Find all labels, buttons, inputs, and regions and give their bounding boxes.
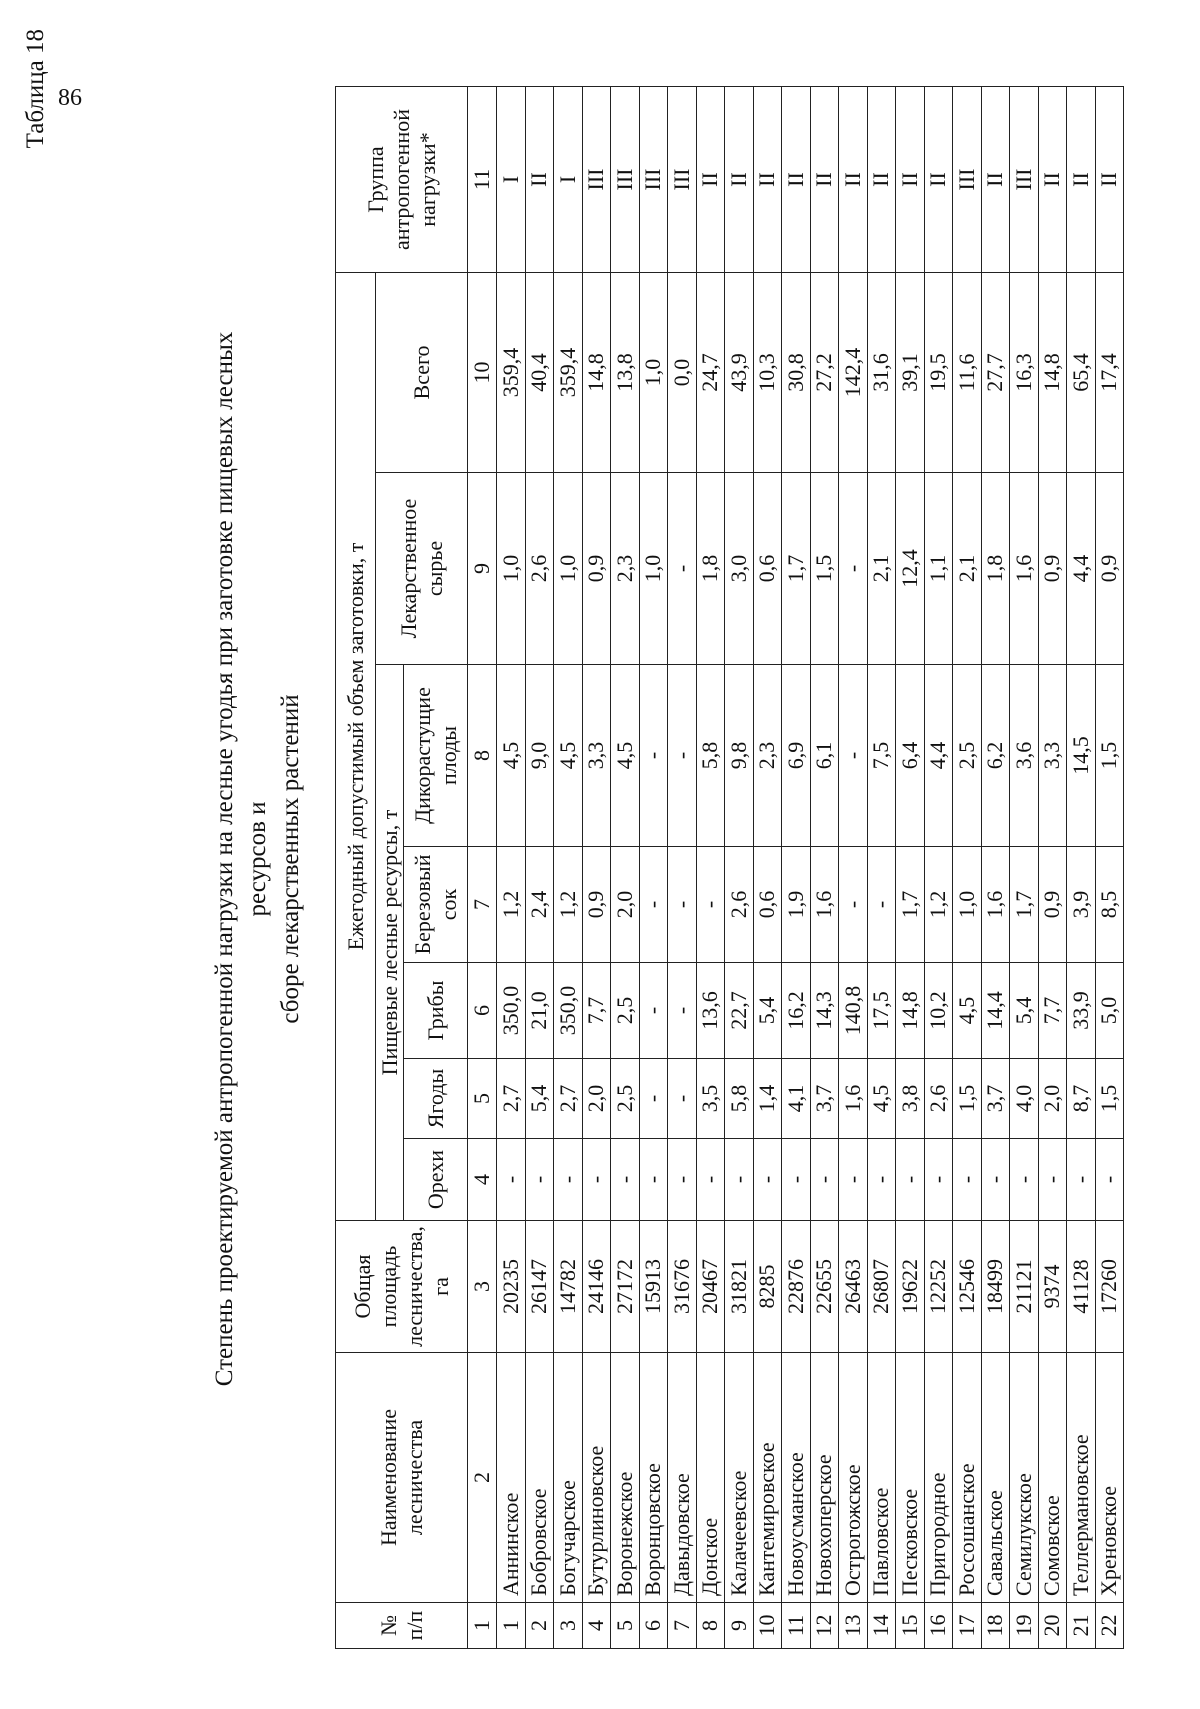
table-row: [554, 87, 583, 1649]
birch-sap-cell: -: [839, 847, 868, 963]
nuts-cell: -: [753, 1139, 782, 1221]
wild-fruits-cell: -: [668, 665, 697, 847]
birch-sap-cell: 3,9: [1067, 847, 1096, 963]
area-cell: 17260: [1095, 1221, 1124, 1353]
total-cell: 14,8: [582, 273, 611, 473]
nuts-cell: -: [554, 1139, 583, 1221]
load-group-cell: II: [725, 87, 754, 273]
nuts-cell: -: [896, 1139, 925, 1221]
berries-cell: 3,5: [696, 1059, 725, 1139]
row-number: 15: [896, 1603, 925, 1649]
birch-sap-cell: -: [696, 847, 725, 963]
wild-fruits-cell: 6,2: [981, 665, 1010, 847]
total-cell: 0,0: [668, 273, 697, 473]
nuts-cell: -: [867, 1139, 896, 1221]
table-row: [725, 87, 754, 1649]
berries-cell: 5,8: [725, 1059, 754, 1139]
load-group-cell: II: [696, 87, 725, 273]
forestry-name: Бобровское: [525, 1353, 554, 1603]
mushrooms-cell: 21,0: [525, 963, 554, 1059]
header-birch-sap: Березовый сок: [404, 847, 468, 963]
load-group-cell: II: [753, 87, 782, 273]
table-body: [497, 87, 1124, 1649]
wild-fruits-cell: 9,8: [725, 665, 754, 847]
row-number: 1: [497, 1603, 526, 1649]
header-mushrooms: Грибы: [404, 963, 468, 1059]
forestry-name: Россошанское: [953, 1353, 982, 1603]
load-group-cell: II: [896, 87, 925, 273]
wild-fruits-cell: 6,4: [896, 665, 925, 847]
load-group-cell: II: [867, 87, 896, 273]
wild-fruits-cell: 1,5: [1095, 665, 1124, 847]
table-row: [867, 87, 896, 1649]
mushrooms-cell: 7,7: [1038, 963, 1067, 1059]
mushrooms-cell: 17,5: [867, 963, 896, 1059]
total-cell: 359,4: [554, 273, 583, 473]
medicinal-cell: 12,4: [896, 473, 925, 665]
area-cell: 31676: [668, 1221, 697, 1353]
forestry-name: Бутурлиновское: [582, 1353, 611, 1603]
nuts-cell: -: [639, 1139, 668, 1221]
area-cell: 12252: [924, 1221, 953, 1353]
total-cell: 31,6: [867, 273, 896, 473]
load-group-cell: III: [611, 87, 640, 273]
load-group-cell: II: [810, 87, 839, 273]
row-number: 22: [1095, 1603, 1124, 1649]
wild-fruits-cell: -: [639, 665, 668, 847]
row-number: 14: [867, 1603, 896, 1649]
total-cell: 11,6: [953, 273, 982, 473]
header-total: Всего: [376, 273, 468, 473]
row-number: 10: [753, 1603, 782, 1649]
nuts-cell: -: [611, 1139, 640, 1221]
row-number: 5: [611, 1603, 640, 1649]
berries-cell: 1,4: [753, 1059, 782, 1139]
total-cell: 43,9: [725, 273, 754, 473]
row-number: 12: [810, 1603, 839, 1649]
table-row: [497, 87, 526, 1649]
total-cell: 27,2: [810, 273, 839, 473]
birch-sap-cell: 1,9: [782, 847, 811, 963]
row-number: 20: [1038, 1603, 1067, 1649]
row-number: 9: [725, 1603, 754, 1649]
load-group-cell: II: [782, 87, 811, 273]
row-number: 11: [782, 1603, 811, 1649]
medicinal-cell: -: [839, 473, 868, 665]
nuts-cell: -: [1095, 1139, 1124, 1221]
medicinal-cell: 2,1: [867, 473, 896, 665]
total-cell: 142,4: [839, 273, 868, 473]
total-cell: 39,1: [896, 273, 925, 473]
nuts-cell: -: [668, 1139, 697, 1221]
forestry-name: Новохоперское: [810, 1353, 839, 1603]
nuts-cell: -: [696, 1139, 725, 1221]
row-number: 4: [582, 1603, 611, 1649]
area-cell: 14782: [554, 1221, 583, 1353]
mushrooms-cell: 7,7: [582, 963, 611, 1059]
berries-cell: 4,1: [782, 1059, 811, 1139]
berries-cell: 5,4: [525, 1059, 554, 1139]
birch-sap-cell: 0,6: [753, 847, 782, 963]
table-row: [668, 87, 697, 1649]
page-number: 86: [58, 85, 82, 111]
berries-cell: -: [668, 1059, 697, 1139]
wild-fruits-cell: 6,1: [810, 665, 839, 847]
berries-cell: 2,0: [582, 1059, 611, 1139]
forestry-name: Сомовское: [1038, 1353, 1067, 1603]
table-title: [208, 309, 307, 1409]
mushrooms-cell: 5,4: [1010, 963, 1039, 1059]
nuts-cell: -: [582, 1139, 611, 1221]
header-wild-fruits: Дикорастущие плоды: [404, 665, 468, 847]
berries-cell: 4,5: [867, 1059, 896, 1139]
medicinal-cell: 0,9: [1095, 473, 1124, 665]
forestry-name: Воронцовское: [639, 1353, 668, 1603]
table-label: Таблица 18: [22, 29, 49, 149]
total-cell: 1,0: [639, 273, 668, 473]
forestry-name: Острогожское: [839, 1353, 868, 1603]
berries-cell: 3,7: [981, 1059, 1010, 1139]
column-number: 5: [468, 1059, 497, 1139]
wild-fruits-cell: 4,4: [924, 665, 953, 847]
area-cell: 9374: [1038, 1221, 1067, 1353]
header-group: Группа антропогенной нагрузки*: [336, 87, 468, 273]
mushrooms-cell: 350,0: [554, 963, 583, 1059]
header-name: Наименование лесничества: [336, 1353, 468, 1603]
column-number: 4: [468, 1139, 497, 1221]
mushrooms-cell: 140,8: [839, 963, 868, 1059]
forestry-name: Пригородное: [924, 1353, 953, 1603]
total-cell: 16,3: [1010, 273, 1039, 473]
birch-sap-cell: 2,6: [725, 847, 754, 963]
table-row: [582, 87, 611, 1649]
birch-sap-cell: 2,4: [525, 847, 554, 963]
medicinal-cell: 1,0: [554, 473, 583, 665]
birch-sap-cell: 2,0: [611, 847, 640, 963]
medicinal-cell: -: [668, 473, 697, 665]
total-cell: 10,3: [753, 273, 782, 473]
area-cell: 22655: [810, 1221, 839, 1353]
nuts-cell: -: [782, 1139, 811, 1221]
area-cell: 18499: [981, 1221, 1010, 1353]
wild-fruits-cell: 9,0: [525, 665, 554, 847]
birch-sap-cell: 1,7: [1010, 847, 1039, 963]
row-number: 2: [525, 1603, 554, 1649]
forestry-name: Павловское: [867, 1353, 896, 1603]
berries-cell: 3,8: [896, 1059, 925, 1139]
birch-sap-cell: 8,5: [1095, 847, 1124, 963]
load-group-cell: II: [1067, 87, 1096, 273]
birch-sap-cell: -: [867, 847, 896, 963]
table-row: [1095, 87, 1124, 1649]
row-number: 19: [1010, 1603, 1039, 1649]
mushrooms-cell: 16,2: [782, 963, 811, 1059]
area-cell: 15913: [639, 1221, 668, 1353]
table-row: [981, 87, 1010, 1649]
medicinal-cell: 2,3: [611, 473, 640, 665]
harvest-load-table: [335, 86, 1124, 1649]
total-cell: 24,7: [696, 273, 725, 473]
medicinal-cell: 1,8: [696, 473, 725, 665]
nuts-cell: -: [497, 1139, 526, 1221]
medicinal-cell: 3,0: [725, 473, 754, 665]
medicinal-cell: 0,9: [582, 473, 611, 665]
berries-cell: 2,0: [1038, 1059, 1067, 1139]
wild-fruits-cell: 4,5: [497, 665, 526, 847]
table-row: [753, 87, 782, 1649]
wild-fruits-cell: 3,3: [582, 665, 611, 847]
table-row: [953, 87, 982, 1649]
area-cell: 41128: [1067, 1221, 1096, 1353]
header-area: Общая площадь лесничества, га: [336, 1221, 468, 1353]
table-row: [525, 87, 554, 1649]
table-row: [924, 87, 953, 1649]
mushrooms-cell: 2,5: [611, 963, 640, 1059]
total-cell: 30,8: [782, 273, 811, 473]
forestry-name: Песковское: [896, 1353, 925, 1603]
column-number: 3: [468, 1221, 497, 1353]
area-cell: 31821: [725, 1221, 754, 1353]
header-food-resources: Пищевые лесные ресурсы, т: [376, 665, 404, 1221]
column-number: 11: [468, 87, 497, 273]
area-cell: 26463: [839, 1221, 868, 1353]
birch-sap-cell: 1,6: [981, 847, 1010, 963]
medicinal-cell: 4,4: [1067, 473, 1096, 665]
nuts-cell: -: [525, 1139, 554, 1221]
load-group-cell: III: [1010, 87, 1039, 273]
wild-fruits-cell: 3,6: [1010, 665, 1039, 847]
berries-cell: 1,6: [839, 1059, 868, 1139]
birch-sap-cell: 1,2: [554, 847, 583, 963]
load-group-cell: II: [981, 87, 1010, 273]
row-number: 6: [639, 1603, 668, 1649]
birch-sap-cell: 1,2: [924, 847, 953, 963]
forestry-name: Давыдовское: [668, 1353, 697, 1603]
total-cell: 17,4: [1095, 273, 1124, 473]
nuts-cell: -: [953, 1139, 982, 1221]
wild-fruits-cell: 4,5: [554, 665, 583, 847]
berries-cell: 2,7: [497, 1059, 526, 1139]
forestry-name: Семилукское: [1010, 1353, 1039, 1603]
area-cell: 26147: [525, 1221, 554, 1353]
total-cell: 19,5: [924, 273, 953, 473]
mushrooms-cell: -: [668, 963, 697, 1059]
load-group-cell: III: [953, 87, 982, 273]
nuts-cell: -: [810, 1139, 839, 1221]
mushrooms-cell: 13,6: [696, 963, 725, 1059]
forestry-name: Савальское: [981, 1353, 1010, 1603]
berries-cell: 2,5: [611, 1059, 640, 1139]
total-cell: 359,4: [497, 273, 526, 473]
wild-fruits-cell: -: [839, 665, 868, 847]
row-number: 18: [981, 1603, 1010, 1649]
header-medicinal: Лекарственное сырье: [376, 473, 468, 665]
load-group-cell: II: [924, 87, 953, 273]
mushrooms-cell: 14,8: [896, 963, 925, 1059]
medicinal-cell: 0,6: [753, 473, 782, 665]
row-number: 3: [554, 1603, 583, 1649]
column-number: 7: [468, 847, 497, 963]
row-number: 7: [668, 1603, 697, 1649]
row-number: 17: [953, 1603, 982, 1649]
wild-fruits-cell: 7,5: [867, 665, 896, 847]
medicinal-cell: 2,1: [953, 473, 982, 665]
column-number: 8: [468, 665, 497, 847]
area-cell: 22876: [782, 1221, 811, 1353]
berries-cell: 8,7: [1067, 1059, 1096, 1139]
table-row: [1038, 87, 1067, 1649]
header-berries: Ягоды: [404, 1059, 468, 1139]
mushrooms-cell: 350,0: [497, 963, 526, 1059]
berries-cell: 4,0: [1010, 1059, 1039, 1139]
area-cell: 24146: [582, 1221, 611, 1353]
nuts-cell: -: [1038, 1139, 1067, 1221]
load-group-cell: II: [839, 87, 868, 273]
mushrooms-cell: 5,4: [753, 963, 782, 1059]
area-cell: 26807: [867, 1221, 896, 1353]
medicinal-cell: 1,7: [782, 473, 811, 665]
mushrooms-cell: 33,9: [1067, 963, 1096, 1059]
forestry-name: Новоусманское: [782, 1353, 811, 1603]
column-number: 1: [468, 1603, 497, 1649]
forestry-name: Калачеевское: [725, 1353, 754, 1603]
wild-fruits-cell: 6,9: [782, 665, 811, 847]
forestry-name: Богучарское: [554, 1353, 583, 1603]
load-group-cell: III: [668, 87, 697, 273]
row-number: 13: [839, 1603, 868, 1649]
mushrooms-cell: 5,0: [1095, 963, 1124, 1059]
birch-sap-cell: -: [639, 847, 668, 963]
birch-sap-cell: 0,9: [1038, 847, 1067, 963]
birch-sap-cell: -: [668, 847, 697, 963]
area-cell: 19622: [896, 1221, 925, 1353]
wild-fruits-cell: 3,3: [1038, 665, 1067, 847]
mushrooms-cell: 22,7: [725, 963, 754, 1059]
wild-fruits-cell: 5,8: [696, 665, 725, 847]
total-cell: 14,8: [1038, 273, 1067, 473]
medicinal-cell: 1,5: [810, 473, 839, 665]
table-row: [896, 87, 925, 1649]
mushrooms-cell: 10,2: [924, 963, 953, 1059]
table-row: [810, 87, 839, 1649]
column-number: 6: [468, 963, 497, 1059]
mushrooms-cell: -: [639, 963, 668, 1059]
area-cell: 12546: [953, 1221, 982, 1353]
table-row: [639, 87, 668, 1649]
nuts-cell: -: [1067, 1139, 1096, 1221]
column-number: 10: [468, 273, 497, 473]
medicinal-cell: 1,6: [1010, 473, 1039, 665]
table-title-line-2: сборе лекарственных растений: [277, 694, 304, 1024]
row-number: 21: [1067, 1603, 1096, 1649]
load-group-cell: I: [554, 87, 583, 273]
forestry-name: Теллермановское: [1067, 1353, 1096, 1603]
table-title-line-1: Степень проектируемой антропогенной нагрузки на лесные угодья при заготовке пищевых лесных ресурсов и: [211, 331, 271, 1387]
row-number: 16: [924, 1603, 953, 1649]
load-group-cell: III: [639, 87, 668, 273]
forestry-name: Воронежское: [611, 1353, 640, 1603]
table-row: [611, 87, 640, 1649]
berries-cell: 1,5: [1095, 1059, 1124, 1139]
total-cell: 40,4: [525, 273, 554, 473]
area-cell: 8285: [753, 1221, 782, 1353]
nuts-cell: -: [1010, 1139, 1039, 1221]
mushrooms-cell: 4,5: [953, 963, 982, 1059]
berries-cell: 2,7: [554, 1059, 583, 1139]
berries-cell: 2,6: [924, 1059, 953, 1139]
wild-fruits-cell: 2,5: [953, 665, 982, 847]
nuts-cell: -: [924, 1139, 953, 1221]
birch-sap-cell: 1,7: [896, 847, 925, 963]
nuts-cell: -: [725, 1139, 754, 1221]
mushrooms-cell: 14,3: [810, 963, 839, 1059]
load-group-cell: III: [582, 87, 611, 273]
berries-cell: -: [639, 1059, 668, 1139]
nuts-cell: -: [981, 1139, 1010, 1221]
mushrooms-cell: 14,4: [981, 963, 1010, 1059]
header-nuts: Орехи: [404, 1139, 468, 1221]
load-group-cell: II: [1095, 87, 1124, 273]
area-cell: 20467: [696, 1221, 725, 1353]
area-cell: 27172: [611, 1221, 640, 1353]
berries-cell: 1,5: [953, 1059, 982, 1139]
table-row: [782, 87, 811, 1649]
birch-sap-cell: 1,6: [810, 847, 839, 963]
medicinal-cell: 1,0: [497, 473, 526, 665]
table-row: [1010, 87, 1039, 1649]
forestry-name: Кантемировское: [753, 1353, 782, 1603]
load-group-cell: II: [525, 87, 554, 273]
medicinal-cell: 0,9: [1038, 473, 1067, 665]
total-cell: 13,8: [611, 273, 640, 473]
wild-fruits-cell: 2,3: [753, 665, 782, 847]
forestry-name: Хреновское: [1095, 1353, 1124, 1603]
birch-sap-cell: 1,2: [497, 847, 526, 963]
medicinal-cell: 1,1: [924, 473, 953, 665]
total-cell: 65,4: [1067, 273, 1096, 473]
birch-sap-cell: 0,9: [582, 847, 611, 963]
total-cell: 27,7: [981, 273, 1010, 473]
table-row: [1067, 87, 1096, 1649]
row-number: 8: [696, 1603, 725, 1649]
load-group-cell: I: [497, 87, 526, 273]
nuts-cell: -: [839, 1139, 868, 1221]
column-number: 2: [468, 1353, 497, 1603]
forestry-name: Донское: [696, 1353, 725, 1603]
area-cell: 21121: [1010, 1221, 1039, 1353]
wild-fruits-cell: 14,5: [1067, 665, 1096, 847]
medicinal-cell: 1,0: [639, 473, 668, 665]
birch-sap-cell: 1,0: [953, 847, 982, 963]
medicinal-cell: 1,8: [981, 473, 1010, 665]
load-group-cell: II: [1038, 87, 1067, 273]
wild-fruits-cell: 4,5: [611, 665, 640, 847]
area-cell: 20235: [497, 1221, 526, 1353]
table-row: [696, 87, 725, 1649]
berries-cell: 3,7: [810, 1059, 839, 1139]
column-number: 9: [468, 473, 497, 665]
header-annual-volume: Ежегодный допустимый объем заготовки, т: [336, 273, 376, 1221]
medicinal-cell: 2,6: [525, 473, 554, 665]
header-num: № п/п: [336, 1603, 468, 1649]
forestry-name: Аннинское: [497, 1353, 526, 1603]
table-row: [839, 87, 868, 1649]
